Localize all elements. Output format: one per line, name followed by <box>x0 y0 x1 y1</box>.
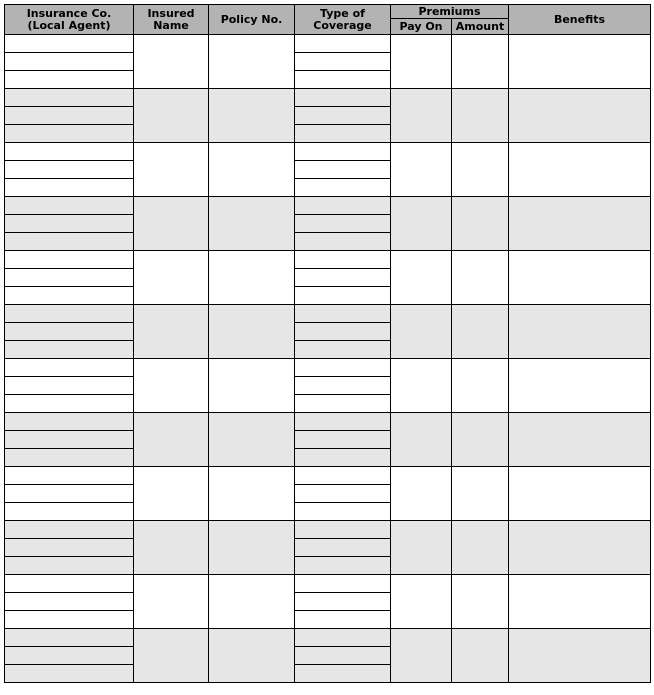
insurance-co-cell[interactable] <box>5 161 134 179</box>
header-insurance-co-line2: (Local Agent) <box>27 18 111 32</box>
amount-cell[interactable] <box>452 575 509 629</box>
type-of-coverage-cell[interactable] <box>295 575 391 593</box>
amount-cell[interactable] <box>452 143 509 197</box>
insured-name-cell[interactable] <box>134 413 209 467</box>
insurance-co-cell[interactable] <box>5 323 134 341</box>
amount-cell[interactable] <box>452 35 509 89</box>
form-row <box>5 467 651 485</box>
header-pay-on: Pay On <box>391 19 452 35</box>
form-row <box>5 143 651 161</box>
amount-cell[interactable] <box>452 251 509 305</box>
amount-cell[interactable] <box>452 413 509 467</box>
form-row <box>5 575 651 593</box>
form-row <box>5 359 651 377</box>
benefits-cell[interactable] <box>509 197 651 251</box>
pay-on-cell[interactable] <box>391 89 452 143</box>
insured-name-cell[interactable] <box>134 197 209 251</box>
form-row <box>5 251 651 269</box>
type-of-coverage-cell[interactable] <box>295 485 391 503</box>
type-of-coverage-cell[interactable] <box>295 215 391 233</box>
type-of-coverage-cell[interactable] <box>295 251 391 269</box>
header-insurance-co <box>5 5 134 35</box>
header-insured-name <box>134 5 209 35</box>
insurance-co-cell[interactable] <box>5 377 134 395</box>
insured-name-cell[interactable] <box>134 467 209 521</box>
header-benefits: Benefits <box>509 5 651 35</box>
insurance-co-cell[interactable] <box>5 593 134 611</box>
insurance-co-cell[interactable] <box>5 179 134 197</box>
type-of-coverage-cell[interactable] <box>295 71 391 89</box>
table-body <box>5 35 651 683</box>
type-of-coverage-cell[interactable] <box>295 233 391 251</box>
insured-name-cell[interactable] <box>134 359 209 413</box>
insured-name-cell[interactable] <box>134 629 209 683</box>
type-of-coverage-cell[interactable] <box>295 269 391 287</box>
policy-no-cell[interactable] <box>209 251 295 305</box>
policy-no-cell[interactable] <box>209 521 295 575</box>
benefits-cell[interactable] <box>509 251 651 305</box>
benefits-cell[interactable] <box>509 35 651 89</box>
type-of-coverage-cell[interactable] <box>295 395 391 413</box>
insurance-co-cell[interactable] <box>5 521 134 539</box>
type-of-coverage-cell[interactable] <box>295 287 391 305</box>
type-of-coverage-cell[interactable] <box>295 611 391 629</box>
type-of-coverage-cell[interactable] <box>295 35 391 53</box>
form-row <box>5 305 651 323</box>
type-of-coverage-cell[interactable] <box>295 503 391 521</box>
benefits-cell[interactable] <box>509 521 651 575</box>
policy-no-cell[interactable] <box>209 359 295 413</box>
insurance-co-cell[interactable] <box>5 89 134 107</box>
policy-no-cell[interactable] <box>209 35 295 89</box>
benefits-cell[interactable] <box>509 89 651 143</box>
amount-cell[interactable] <box>452 467 509 521</box>
amount-cell[interactable] <box>452 197 509 251</box>
pay-on-cell[interactable] <box>391 251 452 305</box>
benefits-cell[interactable] <box>509 629 651 683</box>
pay-on-cell[interactable] <box>391 521 452 575</box>
pay-on-cell[interactable] <box>391 305 452 359</box>
insurance-co-cell[interactable] <box>5 53 134 71</box>
type-of-coverage-cell[interactable] <box>295 431 391 449</box>
type-of-coverage-cell[interactable] <box>295 179 391 197</box>
header-insured-name-line2: Name <box>153 18 189 32</box>
form-row <box>5 35 651 53</box>
type-of-coverage-cell[interactable] <box>295 593 391 611</box>
insurance-co-cell[interactable] <box>5 467 134 485</box>
header-type-of-coverage-line1: Type of <box>320 6 365 20</box>
type-of-coverage-cell[interactable] <box>295 107 391 125</box>
header-premiums: Premiums <box>391 5 509 19</box>
form-row <box>5 89 651 107</box>
pay-on-cell[interactable] <box>391 629 452 683</box>
insurance-co-cell[interactable] <box>5 233 134 251</box>
insurance-co-cell[interactable] <box>5 197 134 215</box>
type-of-coverage-cell[interactable] <box>295 341 391 359</box>
insurance-co-cell[interactable] <box>5 215 134 233</box>
amount-cell[interactable] <box>452 629 509 683</box>
insured-name-cell[interactable] <box>134 251 209 305</box>
insurance-co-cell[interactable] <box>5 629 134 647</box>
policy-no-cell[interactable] <box>209 413 295 467</box>
type-of-coverage-cell[interactable] <box>295 89 391 107</box>
type-of-coverage-cell[interactable] <box>295 197 391 215</box>
insurance-co-cell[interactable] <box>5 431 134 449</box>
insured-name-cell[interactable] <box>134 305 209 359</box>
header-amount: Amount <box>452 19 509 35</box>
type-of-coverage-cell[interactable] <box>295 665 391 683</box>
benefits-cell[interactable] <box>509 413 651 467</box>
amount-cell[interactable] <box>452 359 509 413</box>
insurance-co-cell[interactable] <box>5 647 134 665</box>
header-insurance-co-line1: Insurance Co. <box>26 6 112 20</box>
insurance-co-cell[interactable] <box>5 575 134 593</box>
policy-no-cell[interactable] <box>209 143 295 197</box>
insurance-co-cell[interactable] <box>5 251 134 269</box>
header-type-of-coverage-line2: Coverage <box>313 18 372 32</box>
insurance-co-cell[interactable] <box>5 107 134 125</box>
type-of-coverage-cell[interactable] <box>295 539 391 557</box>
pay-on-cell[interactable] <box>391 143 452 197</box>
amount-cell[interactable] <box>452 305 509 359</box>
table-header <box>5 5 651 35</box>
pay-on-cell[interactable] <box>391 359 452 413</box>
form-row <box>5 629 651 647</box>
type-of-coverage-cell[interactable] <box>295 629 391 647</box>
policy-no-cell[interactable] <box>209 629 295 683</box>
type-of-coverage-cell[interactable] <box>295 377 391 395</box>
insurance-co-cell[interactable] <box>5 143 134 161</box>
pay-on-cell[interactable] <box>391 413 452 467</box>
type-of-coverage-cell[interactable] <box>295 305 391 323</box>
header-policy-no: Policy No. <box>209 5 295 35</box>
type-of-coverage-cell[interactable] <box>295 521 391 539</box>
benefits-cell[interactable] <box>509 575 651 629</box>
insurance-co-cell[interactable] <box>5 125 134 143</box>
insured-name-cell[interactable] <box>134 89 209 143</box>
insured-name-cell[interactable] <box>134 521 209 575</box>
pay-on-cell[interactable] <box>391 35 452 89</box>
form-row <box>5 521 651 539</box>
insurance-co-cell[interactable] <box>5 35 134 53</box>
insurance-co-cell[interactable] <box>5 611 134 629</box>
benefits-cell[interactable] <box>509 305 651 359</box>
insurance-co-cell[interactable] <box>5 413 134 431</box>
insurance-co-cell[interactable] <box>5 665 134 683</box>
insurance-co-cell[interactable] <box>5 539 134 557</box>
type-of-coverage-cell[interactable] <box>295 359 391 377</box>
insured-name-cell[interactable] <box>134 575 209 629</box>
pay-on-cell[interactable] <box>391 467 452 521</box>
pay-on-cell[interactable] <box>391 575 452 629</box>
benefits-cell[interactable] <box>509 467 651 521</box>
policy-no-cell[interactable] <box>209 467 295 521</box>
insurance-co-cell[interactable] <box>5 557 134 575</box>
type-of-coverage-cell[interactable] <box>295 467 391 485</box>
policy-no-cell[interactable] <box>209 305 295 359</box>
benefits-cell[interactable] <box>509 143 651 197</box>
type-of-coverage-cell[interactable] <box>295 53 391 71</box>
type-of-coverage-cell[interactable] <box>295 647 391 665</box>
header-type-of-coverage <box>295 5 391 35</box>
type-of-coverage-cell[interactable] <box>295 449 391 467</box>
insurance-policy-table <box>4 4 651 683</box>
insurance-co-cell[interactable] <box>5 449 134 467</box>
insurance-co-cell[interactable] <box>5 503 134 521</box>
type-of-coverage-cell[interactable] <box>295 557 391 575</box>
insurance-co-cell[interactable] <box>5 395 134 413</box>
form-row <box>5 197 651 215</box>
insurance-co-cell[interactable] <box>5 269 134 287</box>
insurance-co-cell[interactable] <box>5 341 134 359</box>
insurance-co-cell[interactable] <box>5 71 134 89</box>
policy-no-cell[interactable] <box>209 89 295 143</box>
insurance-co-cell[interactable] <box>5 485 134 503</box>
header-insured-name-line1: Insured <box>147 6 195 20</box>
type-of-coverage-cell[interactable] <box>295 125 391 143</box>
type-of-coverage-cell[interactable] <box>295 161 391 179</box>
policy-no-cell[interactable] <box>209 197 295 251</box>
insurance-co-cell[interactable] <box>5 359 134 377</box>
amount-cell[interactable] <box>452 521 509 575</box>
insurance-co-cell[interactable] <box>5 305 134 323</box>
policy-no-cell[interactable] <box>209 575 295 629</box>
type-of-coverage-cell[interactable] <box>295 323 391 341</box>
insured-name-cell[interactable] <box>134 143 209 197</box>
amount-cell[interactable] <box>452 89 509 143</box>
insurance-co-cell[interactable] <box>5 287 134 305</box>
pay-on-cell[interactable] <box>391 197 452 251</box>
benefits-cell[interactable] <box>509 359 651 413</box>
insured-name-cell[interactable] <box>134 35 209 89</box>
type-of-coverage-cell[interactable] <box>295 413 391 431</box>
type-of-coverage-cell[interactable] <box>295 143 391 161</box>
form-row <box>5 413 651 431</box>
